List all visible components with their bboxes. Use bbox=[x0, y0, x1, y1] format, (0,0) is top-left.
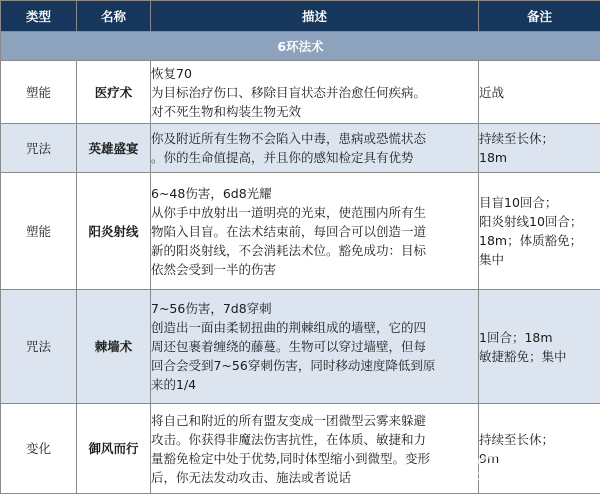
spell-note bbox=[479, 404, 600, 494]
spell-note bbox=[479, 290, 600, 404]
description-line: 周还包裹着缠绕的藤蔓。生物可以穿过墙壁，但每 bbox=[151, 339, 427, 354]
spell-name: 英雄盛宴 bbox=[77, 124, 151, 173]
description-line: 量豁免检定中处于优势,同时体型缩小到微型。变形 bbox=[151, 450, 430, 466]
spell-note bbox=[479, 61, 600, 124]
spell-type: 变化 bbox=[1, 404, 77, 494]
table-row bbox=[1, 124, 600, 173]
description-line: 6~48伤害，6d8光耀 bbox=[151, 185, 272, 201]
spell-name: 棘墙术 bbox=[77, 290, 151, 404]
header-note: 备注 bbox=[479, 1, 600, 32]
description-line: 后，你无法发动攻击、施法或者说话 bbox=[151, 469, 352, 485]
header-row bbox=[1, 1, 600, 32]
description-line: 物陷入目盲。在法术结束前，每回合可以创造一道 bbox=[151, 223, 427, 239]
description-line: 为目标治疗伤口、移除目盲状态并治愈任何疾病。 bbox=[151, 84, 427, 100]
header-type: 类型 bbox=[1, 1, 77, 32]
spell-type: 塑能 bbox=[1, 173, 77, 290]
spell-type: 塑能 bbox=[1, 61, 77, 124]
note-line: 目盲10回合； bbox=[479, 195, 558, 210]
description-line: 从你手中放射出一道明亮的光束，使范围内所有生 bbox=[151, 204, 427, 220]
note-line: 9m bbox=[479, 450, 500, 466]
description-line: 恢复70 bbox=[151, 65, 192, 81]
description-line: 创造出一面由柔韧扭曲的荆棘组成的墙壁，它的四 bbox=[151, 320, 427, 335]
header-description: 描述 bbox=[151, 1, 479, 32]
description-line: 7~56伤害，7d8穿刺 bbox=[151, 301, 272, 316]
description-line: 对不死生物和构装生物无效 bbox=[151, 103, 302, 119]
spell-description bbox=[151, 404, 479, 494]
note-line: 集中 bbox=[479, 252, 505, 267]
spell-description bbox=[151, 173, 479, 290]
note-line: 阳炎射线10回合； bbox=[479, 214, 583, 229]
note-line: 18m bbox=[479, 150, 508, 165]
description-line: 新的阳炎射线，不会消耗法术位。豁免成功：目标 bbox=[151, 242, 427, 258]
spell-type: 咒法 bbox=[1, 124, 77, 173]
spell-description bbox=[151, 61, 479, 124]
table-row bbox=[1, 290, 600, 404]
description-line: 回合会受到7~56穿刺伤害，同时移动速度降低到原 bbox=[151, 358, 436, 373]
table-row bbox=[1, 61, 600, 124]
spell-name: 阳炎射线 bbox=[77, 173, 151, 290]
note-line: 敏捷豁免；集中 bbox=[479, 348, 567, 364]
spell-description bbox=[151, 290, 479, 404]
spell-note bbox=[479, 124, 600, 173]
section-title: 6环法术 bbox=[1, 32, 600, 61]
table-row bbox=[1, 404, 600, 494]
description-line: 将自己和附近的所有盟友变成一团微型云雾来躲避 bbox=[151, 412, 427, 428]
section-row bbox=[1, 32, 600, 61]
description-line: 。你的生命值提高，并且你的感知检定具有优势 bbox=[151, 150, 414, 165]
header-name: 名称 bbox=[77, 1, 151, 32]
description-line: 来的1/4 bbox=[151, 377, 197, 392]
spell-description bbox=[151, 124, 479, 173]
description-line: 依然会受到一半的伤害 bbox=[151, 261, 277, 277]
spell-name: 医疗术 bbox=[77, 61, 151, 124]
note-line: 持续至长休； bbox=[479, 131, 555, 146]
spell-note bbox=[479, 173, 600, 290]
description-line: 你及附近所有生物不会陷入中毒，患病或恐慌状态 bbox=[151, 131, 427, 146]
note-line: 持续至长休； bbox=[479, 431, 555, 447]
description-line: 攻击。你获得非魔法伤害抗性，在体质、敏捷和力 bbox=[151, 431, 427, 447]
note-line: 近战 bbox=[479, 84, 505, 100]
spell-type: 咒法 bbox=[1, 290, 77, 404]
note-line: 18m；体质豁免； bbox=[479, 233, 583, 248]
spell-name: 御风而行 bbox=[77, 404, 151, 494]
note-line: 1回合；18m bbox=[479, 329, 553, 345]
table-row bbox=[1, 173, 600, 290]
